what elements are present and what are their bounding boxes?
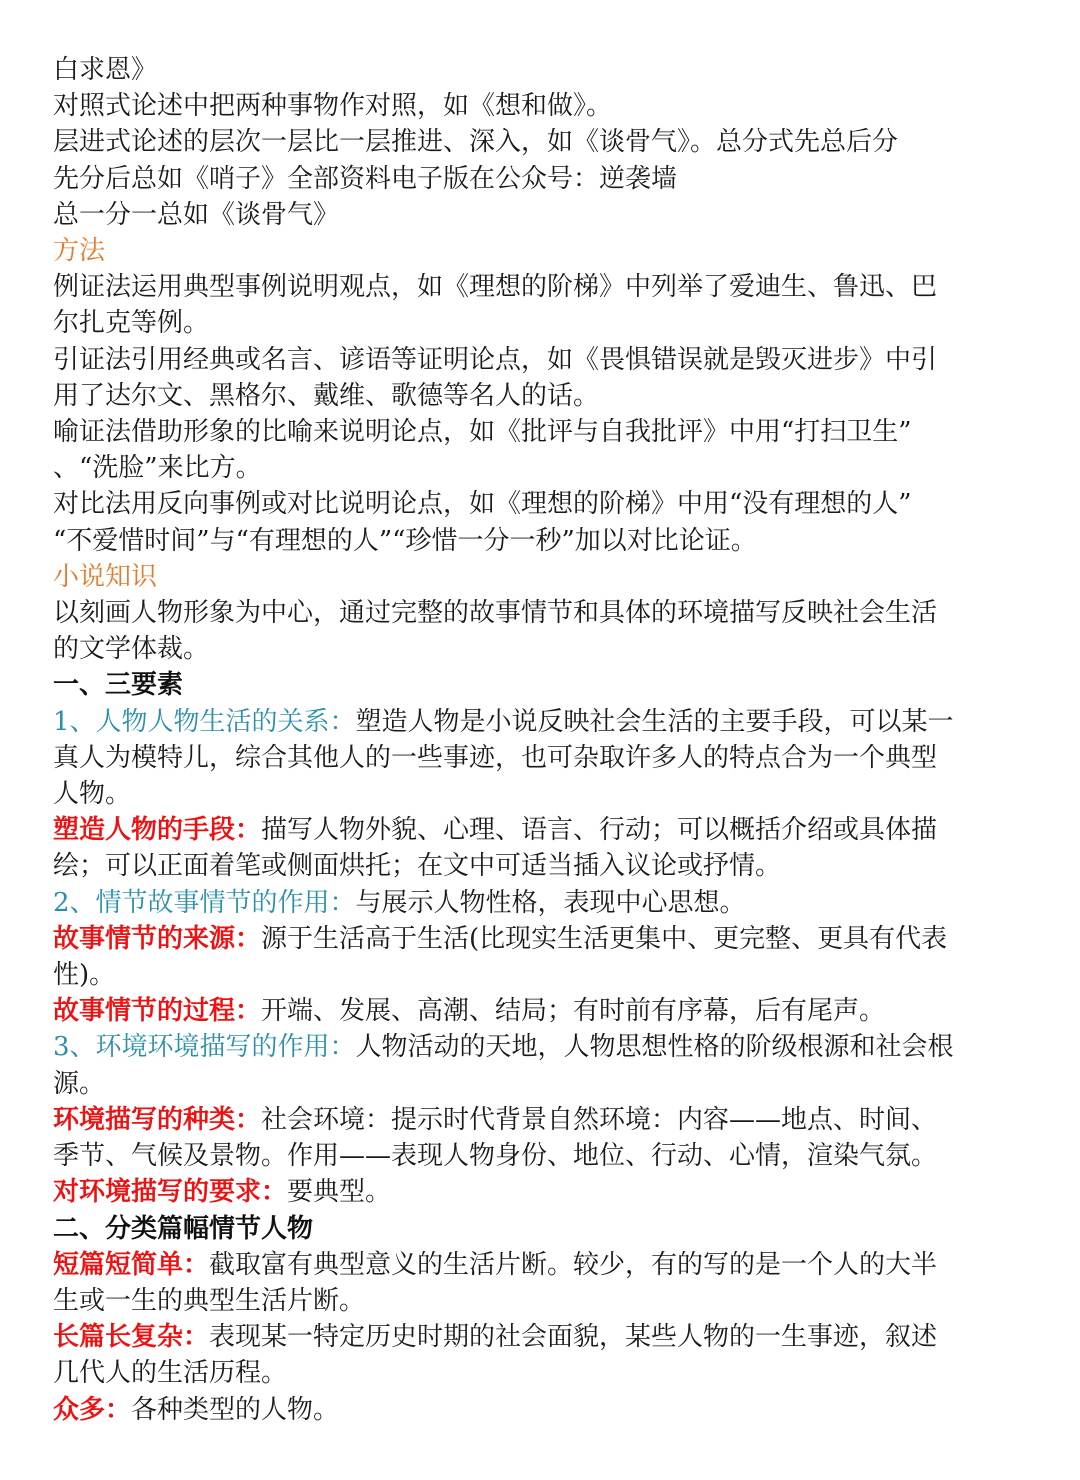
text-line (53, 957, 1043, 993)
body-text: 性)。 (53, 960, 116, 991)
body-text: 各种类型的人物。 (131, 1394, 340, 1425)
body-text: 与展示人物性格，表现中心思想。 (355, 887, 746, 918)
text-line (53, 1029, 1043, 1065)
body-text: 引证法引用经典或名言、谚语等证明论点，如《畏惧错误就是毁灭进步》中引 (53, 344, 938, 375)
emphasis-label: 众多： (53, 1394, 132, 1425)
text-line (53, 486, 1043, 522)
body-text: 对照式论述中把两种事物作对照，如《想和做》。 (53, 91, 613, 122)
text-line (53, 993, 1043, 1029)
body-text: 开端、发展、高潮、结局；有时前有序幕，后有尾声。 (261, 996, 886, 1027)
section-heading: 小说知识 (53, 561, 158, 592)
body-text: “不爱惜时间”与“有理想的人”“珍惜一分一秒”加以对比论证。 (53, 525, 757, 556)
body-text: 对比法用反向事例或对比说明论点，如《理想的阶梯》中用“没有理想的人” (53, 489, 912, 520)
body-text: 例证法运用典型事例说明观点，如《理想的阶梯》中列举了爱迪生、鲁迅、巴 (53, 272, 938, 303)
body-text: 白求恩》 (53, 55, 158, 85)
text-line (53, 1392, 1043, 1428)
text-line (53, 559, 1043, 595)
text-line (53, 1066, 1043, 1102)
text-line (53, 631, 1043, 667)
text-line (53, 1319, 1043, 1355)
emphasis-label: 对环境描写的要求： (53, 1177, 288, 1208)
body-text: 用了达尔文、黑格尔、戴维、歌德等名人的话。 (53, 380, 600, 411)
text-line (53, 450, 1043, 486)
text-line (53, 523, 1043, 559)
text-line (53, 921, 1043, 957)
text-line (53, 1211, 1043, 1247)
body-text: 先分后总如《哨子》全部资料电子版在公众号：逆袭墙 (53, 163, 678, 194)
text-line (53, 1174, 1043, 1210)
text-line (53, 1355, 1043, 1391)
body-text: 社会环境：提示时代背景自然环境：内容——地点、时间、 (261, 1104, 938, 1135)
item-label: 1、人物人物生活的关系： (53, 706, 356, 737)
body-text: 描写人物外貌、心理、语言、行动；可以概括介绍或具体描 (261, 815, 938, 846)
text-line (53, 812, 1043, 848)
text-line (53, 233, 1043, 269)
document-page (53, 52, 1043, 1428)
emphasis-label: 故事情节的过程： (53, 996, 262, 1027)
body-text: 尔扎克等例。 (53, 308, 210, 339)
text-line (53, 1102, 1043, 1138)
text-line (53, 740, 1043, 776)
body-text: 要典型。 (287, 1177, 392, 1208)
body-text: 几代人的生活历程。 (53, 1358, 288, 1389)
emphasis-label: 长篇长复杂： (53, 1322, 210, 1353)
body-text: 、“洗脸”来比方。 (53, 453, 262, 484)
section-heading: 方法 (53, 236, 106, 267)
text-line (53, 1283, 1043, 1319)
body-text: 截取富有典型意义的生活片断。较少，有的写的是一个人的大半 (209, 1249, 938, 1280)
text-line (53, 124, 1043, 160)
body-text: 真人为模特儿，综合其他人的一些事迹，也可杂取许多人的特点合为一个典型 (53, 742, 938, 773)
emphasis-label: 短篇短简单： (53, 1249, 210, 1280)
body-text: 塑造人物是小说反映社会生活的主要手段，可以某一 (355, 706, 954, 737)
body-text: 源于生活高于生活(比现实生活更集中、更完整、更具有代表 (261, 923, 948, 954)
emphasis-label: 环境描写的种类： (53, 1104, 262, 1135)
subsection-heading: 二、分类篇幅情节人物 (53, 1213, 314, 1244)
text-line (53, 1138, 1043, 1174)
text-line (53, 269, 1043, 305)
body-text: 总一分一总如《谈骨气》 (53, 199, 340, 230)
body-text: 的文学体裁。 (53, 634, 210, 665)
emphasis-label: 塑造人物的手段： (53, 815, 262, 846)
body-text: 以刻画人物形象为中心，通过完整的故事情节和具体的环境描写反映社会生活 (53, 598, 938, 629)
body-text: 季节、气候及景物。作用——表现人物身份、地位、行动、心情，渲染气氛。 (53, 1141, 938, 1172)
text-line (53, 414, 1043, 450)
body-text: 人物。 (53, 779, 132, 810)
item-label: 3、环境环境描写的作用： (53, 1032, 356, 1063)
item-label: 2、情节故事情节的作用： (53, 887, 356, 918)
body-text: 源。 (53, 1068, 106, 1099)
text-line (53, 595, 1043, 631)
text-line (53, 161, 1043, 197)
text-line (53, 378, 1043, 414)
text-line (53, 704, 1043, 740)
text-line (53, 667, 1043, 703)
body-text: 生或一生的典型生活片断。 (53, 1285, 366, 1316)
text-line (53, 197, 1043, 233)
text-line (53, 885, 1043, 921)
body-text: 层进式论述的层次一层比一层推进、深入，如《谈骨气》。总分式先总后分 (53, 127, 899, 158)
emphasis-label: 故事情节的来源： (53, 923, 262, 954)
text-line (53, 848, 1043, 884)
body-text: 表现某一特定历史时期的社会面貌，某些人物的一生事迹，叙述 (209, 1322, 938, 1353)
text-line (53, 776, 1043, 812)
body-text: 绘；可以正面着笔或侧面烘托；在文中可适当插入议论或抒情。 (53, 851, 782, 882)
text-line (53, 342, 1043, 378)
text-line (53, 1247, 1043, 1283)
body-text: 人物活动的天地，人物思想性格的阶级根源和社会根 (355, 1032, 954, 1063)
body-text: 喻证法借助形象的比喻来说明论点，如《批评与自我批评》中用“打扫卫生” (53, 417, 912, 448)
text-line (53, 52, 1043, 88)
text-line (53, 88, 1043, 124)
subsection-heading: 一、三要素 (53, 670, 184, 701)
text-line (53, 305, 1043, 341)
